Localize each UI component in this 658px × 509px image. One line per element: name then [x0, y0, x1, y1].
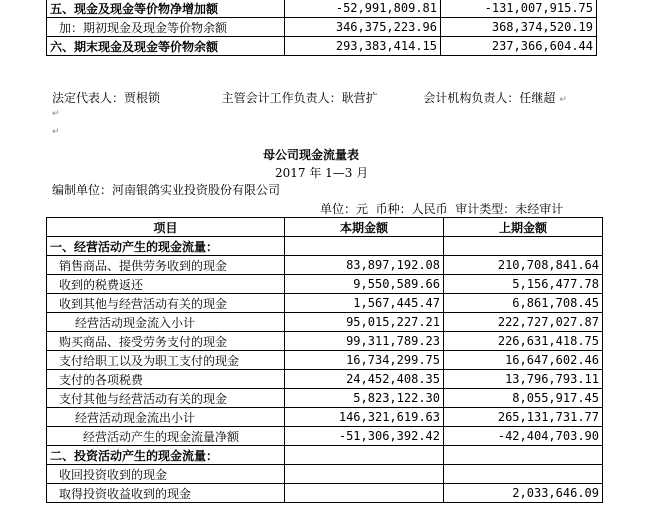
prior-amount	[444, 446, 603, 465]
prior-amount: 16,647,602.46	[444, 351, 603, 370]
current-amount: 293,383,414.15	[285, 37, 441, 56]
accounting-head: 主管会计工作负责人：耿营扩	[221, 91, 378, 105]
prior-amount: 237,366,604.44	[441, 37, 597, 56]
label-cell: 收到其他与经营活动有关的现金	[47, 294, 285, 313]
prior-amount: 368,374,520.19	[441, 18, 597, 37]
table-row	[47, 313, 603, 332]
table-row	[47, 389, 603, 408]
legal-representative: 法定代表人：贾根锁	[52, 91, 161, 105]
current-amount	[285, 465, 444, 484]
current-amount: 99,311,789.23	[285, 332, 444, 351]
table-row	[47, 408, 603, 427]
current-amount: 1,567,445.47	[285, 294, 444, 313]
prior-amount: 6,861,708.45	[444, 294, 603, 313]
prior-amount: -131,007,915.75	[441, 0, 597, 18]
current-amount	[285, 484, 444, 503]
label-cell: 经营活动现金流入小计	[47, 313, 285, 332]
label-cell: 取得投资收益收到的现金	[47, 484, 285, 503]
current-amount: 346,375,223.96	[285, 18, 441, 37]
table-row	[47, 427, 603, 446]
label-cell: 收回投资收到的现金	[47, 465, 285, 484]
statement-meta: 单位：元 币种：人民币 审计类型：未经审计	[320, 202, 564, 216]
label-cell: 二、投资活动产生的现金流量：	[47, 446, 285, 465]
header-prior: 上期金额	[444, 218, 603, 237]
label-cell: 经营活动现金流出小计	[47, 408, 285, 427]
paragraph-mark-icon: ↵	[559, 95, 567, 105]
current-amount: 24,452,408.35	[285, 370, 444, 389]
label-cell: 经营活动产生的现金流量净额	[47, 427, 285, 446]
label-cell: 一、经营活动产生的现金流量：	[47, 237, 285, 256]
prior-amount: 265,131,731.77	[444, 408, 603, 427]
table-row	[47, 484, 603, 503]
prior-amount: 210,708,841.64	[444, 256, 603, 275]
table-row	[47, 446, 603, 465]
table-row	[47, 237, 603, 256]
table-row	[47, 0, 597, 18]
prior-amount: 2,033,646.09	[444, 484, 603, 503]
prior-amount	[444, 237, 603, 256]
table-row	[47, 256, 603, 275]
label-cell: 支付其他与经营活动有关的现金	[47, 389, 285, 408]
table-row	[47, 370, 603, 389]
parent-cash-flow-table	[46, 217, 603, 503]
table-row	[47, 18, 597, 37]
preparing-entity: 编制单位：河南银鸽实业投资股份有限公司	[52, 183, 281, 197]
paragraph-mark-icon: ↵	[52, 127, 60, 137]
table-row	[47, 351, 603, 370]
label-cell: 销售商品、提供劳务收到的现金	[47, 256, 285, 275]
header-current: 本期金额	[285, 218, 444, 237]
label-cell: 五、现金及现金等价物净增加额	[47, 0, 285, 18]
current-amount: 16,734,299.75	[285, 351, 444, 370]
table-header-row	[47, 218, 603, 237]
current-amount: -51,306,392.42	[285, 427, 444, 446]
prior-amount: 222,727,027.87	[444, 313, 603, 332]
signature-line	[52, 89, 567, 106]
label-cell: 加：期初现金及现金等价物余额	[47, 18, 285, 37]
current-amount: 95,015,227.21	[285, 313, 444, 332]
statement-title: 母公司现金流量表	[263, 148, 360, 162]
prior-amount: 8,055,917.45	[444, 389, 603, 408]
prior-statement-tail-table	[46, 0, 597, 56]
label-cell: 支付给职工以及为职工支付的现金	[47, 351, 285, 370]
table-row	[47, 332, 603, 351]
current-amount: 146,321,619.63	[285, 408, 444, 427]
current-amount: 83,897,192.08	[285, 256, 444, 275]
prior-amount: -42,404,703.90	[444, 427, 603, 446]
current-amount	[285, 446, 444, 465]
prior-amount	[444, 465, 603, 484]
current-amount: -52,991,809.81	[285, 0, 441, 18]
label-cell: 收到的税费返还	[47, 275, 285, 294]
accounting-organization-head: 会计机构负责人：任继超	[423, 91, 556, 105]
label-cell: 支付的各项税费	[47, 370, 285, 389]
table-row	[47, 37, 597, 56]
header-item: 项目	[47, 218, 285, 237]
table-row	[47, 294, 603, 313]
statement-period: 2017 年 1—3 月	[275, 166, 369, 180]
label-cell: 购买商品、接受劳务支付的现金	[47, 332, 285, 351]
prior-amount: 226,631,418.75	[444, 332, 603, 351]
current-amount: 9,550,589.66	[285, 275, 444, 294]
table-row	[47, 465, 603, 484]
label-cell: 六、期末现金及现金等价物余额	[47, 37, 285, 56]
paragraph-mark-icon: ↵	[52, 109, 60, 119]
prior-amount: 5,156,477.78	[444, 275, 603, 294]
current-amount	[285, 237, 444, 256]
table-row	[47, 275, 603, 294]
current-amount: 5,823,122.30	[285, 389, 444, 408]
prior-amount: 13,796,793.11	[444, 370, 603, 389]
